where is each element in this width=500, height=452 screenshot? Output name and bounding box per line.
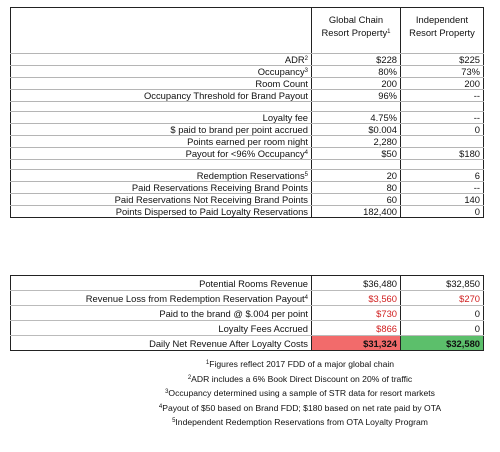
table-row-loyalty-fee: Loyalty fee 4.75% --	[11, 112, 484, 124]
footnote: $^2$ADR includes a 6% Book Direct Discount on 20% of traffic	[187, 373, 413, 384]
table-row-points-per-night: Points earned per room night 2,280	[11, 136, 484, 148]
table-row-revenue-loss: Revenue Loss from Redemption Reservation Payout$^4$ $3,560 $270	[11, 291, 484, 306]
footnote: $^1$Figures reflect 2017 FDD of a major global chain	[205, 359, 395, 369]
table-row-paid-to-brand: Paid to the brand @ $.004 per point $730 0	[11, 306, 484, 321]
header-row	[11, 8, 484, 45]
table-row-paid-per-point: $ paid to brand per point accrued $0.004 0	[11, 124, 484, 136]
table-row-payout: Payout for <96% Occupancy$^4$ $50 $180	[11, 148, 484, 160]
header-independent: Independent Resort Property	[401, 8, 484, 45]
footnote: $^3$Occupancy determined using a sample of STR data for resort markets	[165, 388, 435, 398]
table-row-net-revenue: Daily Net Revenue After Loyalty Costs $31,324 $32,580	[11, 336, 484, 351]
table-row-paid-receiving-points: Paid Reservations Receiving Brand Points 80 --	[11, 182, 484, 194]
footnote: $^5$Independent Redemption Reservations from OTA Loyalty Program	[172, 417, 428, 427]
revenue-table	[10, 275, 484, 351]
net-revenue-global: $31,324	[312, 336, 401, 351]
spacer-row	[11, 102, 484, 112]
table-row-paid-not-receiving-points: Paid Reservations Not Receiving Brand Points 60 140	[11, 194, 484, 206]
table-row-loyalty-fees-accrued: Loyalty Fees Accrued $866 0	[11, 321, 484, 336]
table-row-room-count: Room Count 200 200	[11, 78, 484, 90]
spacer-row	[11, 160, 484, 170]
table-row-adr: ADR$^2$ $228 $225	[11, 54, 484, 66]
table-row-points-dispersed: Points Dispersed to Paid Loyalty Reservations 182,400 0	[11, 206, 484, 218]
footnotes	[120, 357, 480, 430]
header-global-chain: Global Chain Resort Property$^1$	[312, 8, 401, 45]
table-row-occupancy-threshold: Occupancy Threshold for Brand Payout 96% --	[11, 90, 484, 102]
table-row-potential-revenue: Potential Rooms Revenue $36,480 $32,850	[11, 276, 484, 291]
header-blank	[11, 8, 312, 45]
table-row-redemption-reservations: Redemption Reservations$^5$ 20 6	[11, 170, 484, 182]
assumptions-table	[10, 7, 484, 218]
spacer-row	[11, 44, 484, 54]
net-revenue-independent: $32,580	[401, 336, 484, 351]
table-row-occupancy: Occupancy$^3$ 80% 73%	[11, 66, 484, 78]
footnote: $^4$Payout of $50 based on Brand FDD; $180 based on net rate paid by OTA	[158, 402, 442, 413]
